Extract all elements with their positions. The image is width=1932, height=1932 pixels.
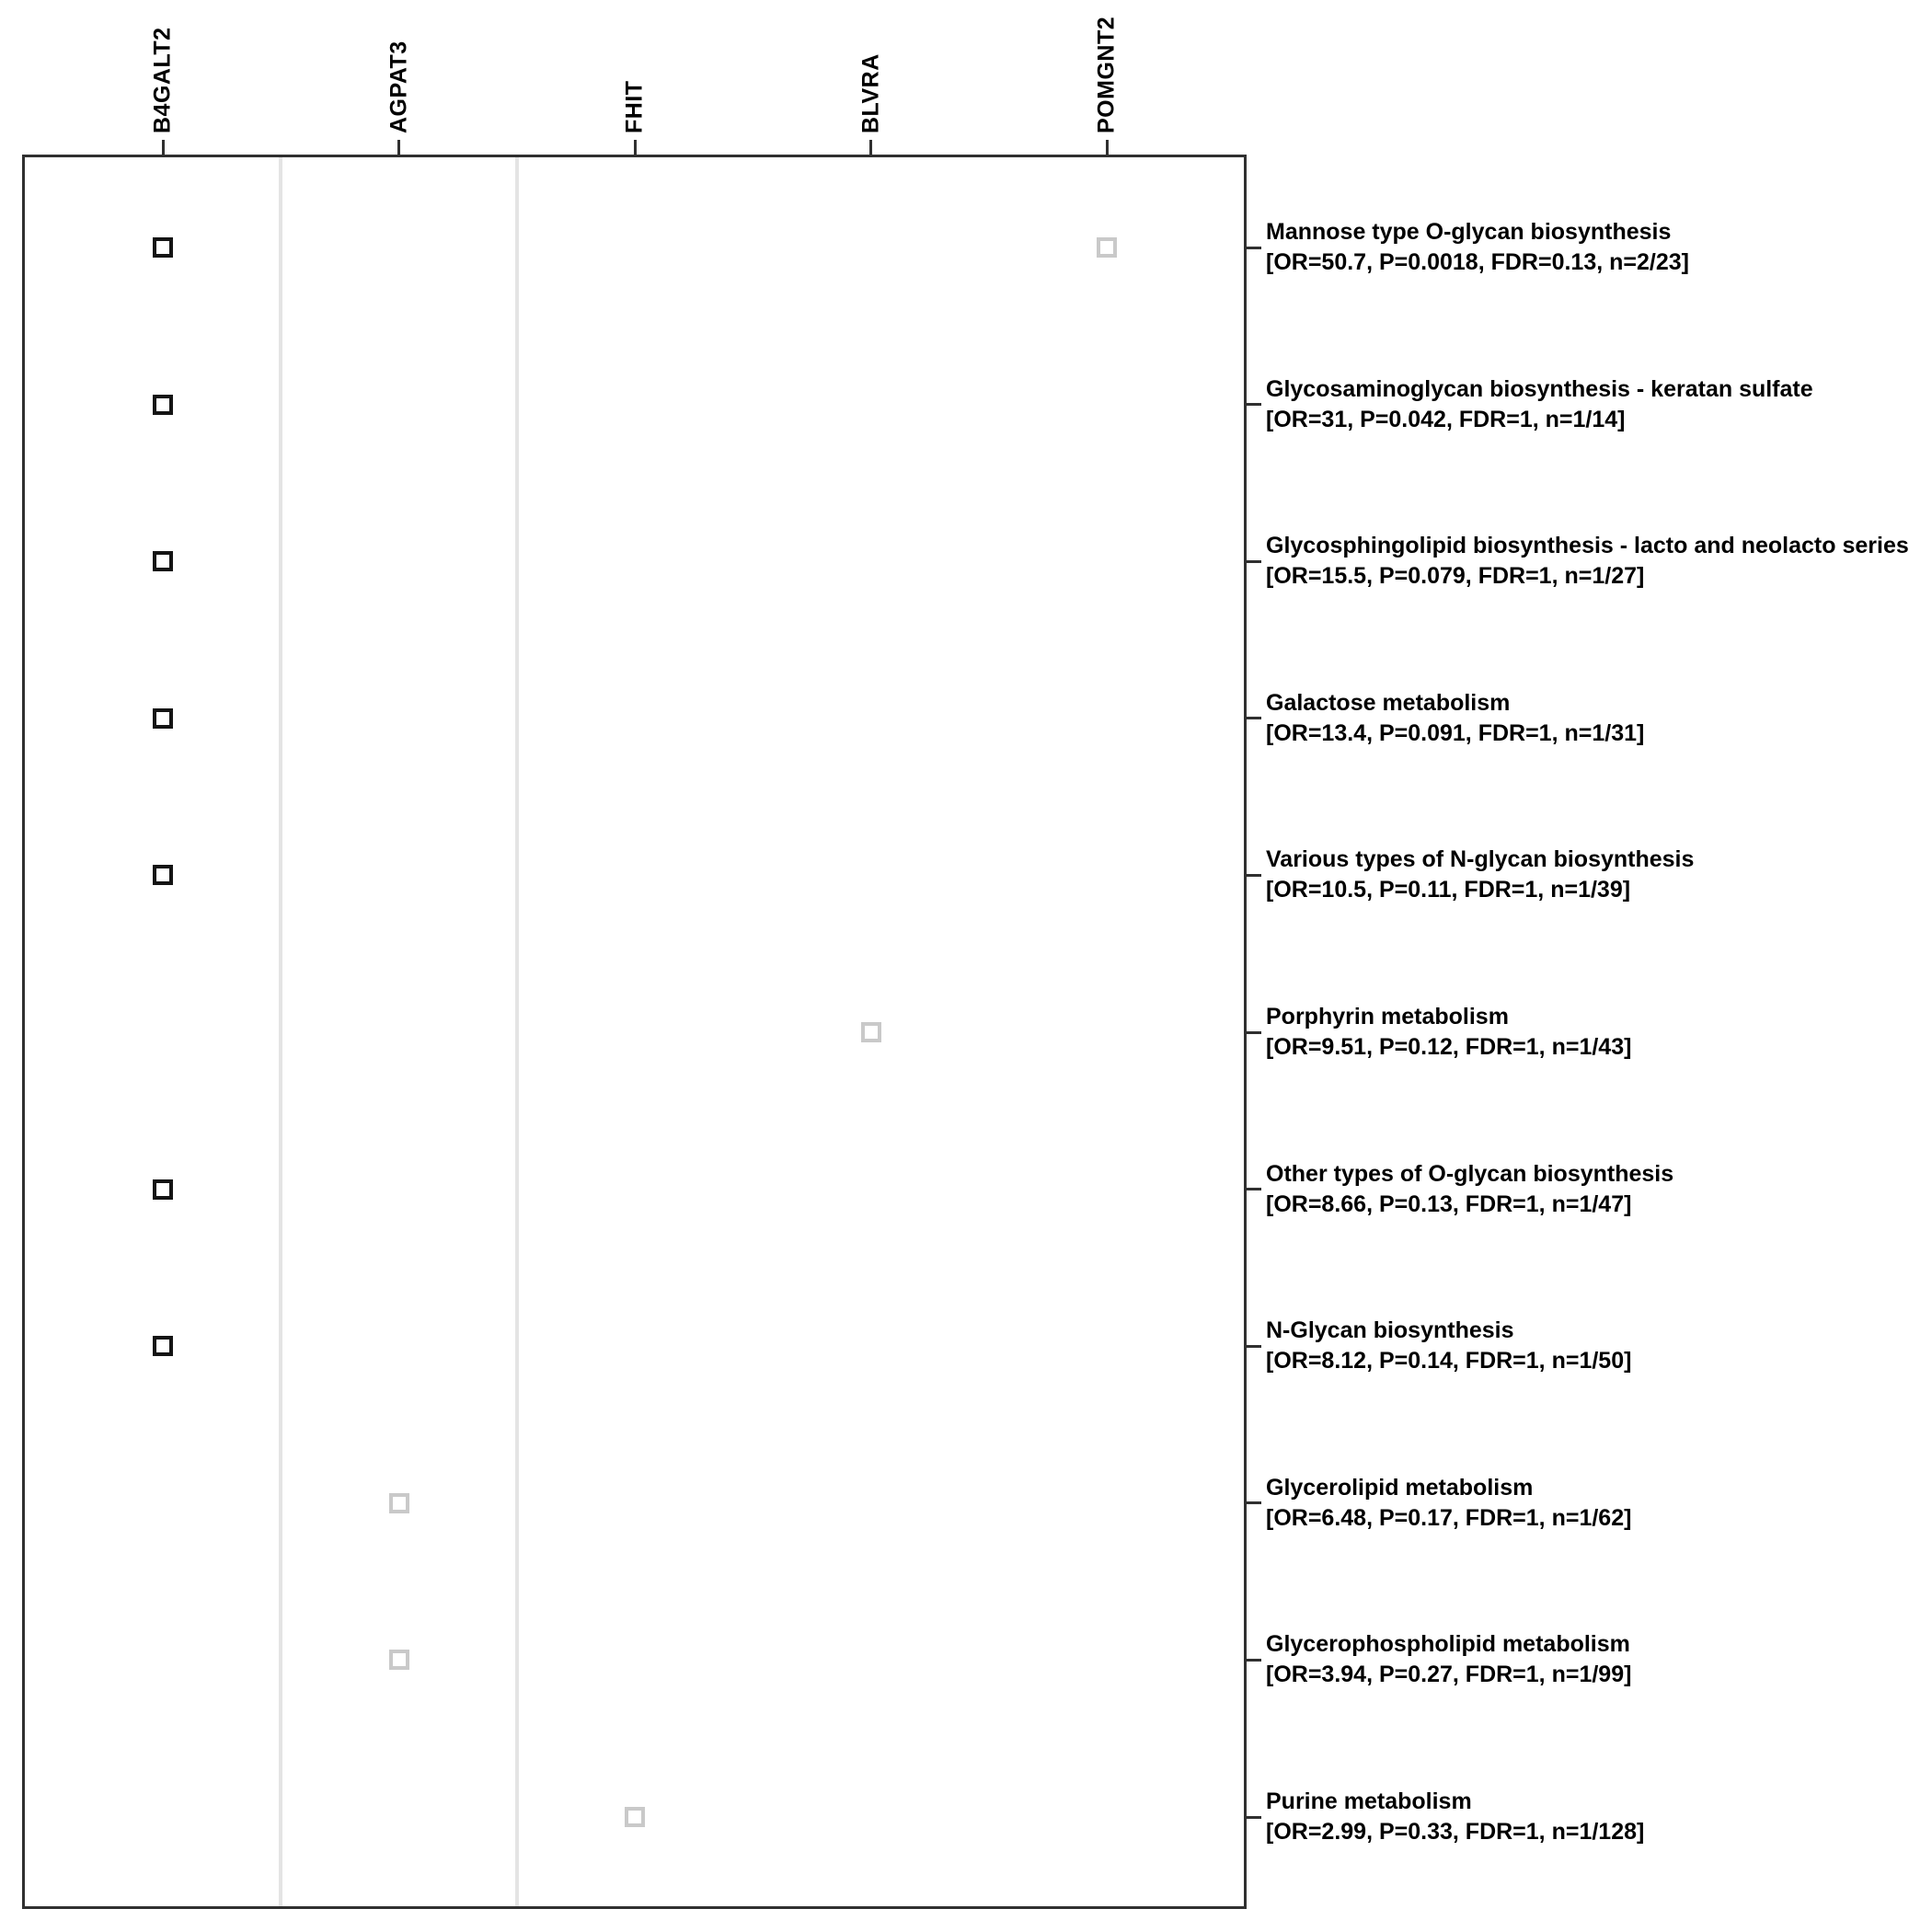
gene-name-label: AGPAT3 <box>385 40 411 133</box>
row-label <box>1266 1002 1631 1063</box>
gene-name-label: BLVRA <box>857 53 883 133</box>
pathway-name: Purine metabolism <box>1266 1788 1472 1814</box>
pathway-name: Glycerophospholipid metabolism <box>1266 1631 1630 1658</box>
row-label <box>1266 688 1644 749</box>
row-label <box>1266 1159 1673 1220</box>
pathway-name: Glycosaminoglycan biosynthesis - keratan sulfate <box>1266 375 1813 402</box>
membership-marker-b4galt2 <box>153 1179 173 1200</box>
membership-marker-pomgnt2 <box>1097 237 1117 258</box>
pathway-name: Galactose metabolism <box>1266 689 1511 716</box>
column-tick <box>869 140 872 155</box>
pathway-name: N-Glycan biosynthesis <box>1266 1317 1514 1344</box>
row-tick <box>1247 1345 1261 1348</box>
pathway-stats: [OR=9.51, P=0.12, FDR=1, n=1/43] <box>1266 1034 1632 1060</box>
column-tick <box>1106 140 1109 155</box>
membership-marker-b4galt2 <box>153 237 173 258</box>
pathway-stats: [OR=8.12, P=0.14, FDR=1, n=1/50] <box>1266 1348 1632 1374</box>
pathway-name: Various types of N-glycan biosynthesis <box>1266 846 1695 873</box>
membership-marker-b4galt2 <box>153 708 173 729</box>
row-tick <box>1247 247 1261 249</box>
column-label-blvra <box>857 53 884 133</box>
membership-marker-fhit <box>625 1807 645 1827</box>
plot-area <box>22 155 1247 1909</box>
column-label-fhit <box>622 80 649 133</box>
column-tick <box>162 140 165 155</box>
membership-marker-b4galt2 <box>153 551 173 571</box>
column-label-b4galt2 <box>150 27 177 133</box>
pathway-name: Porphyrin metabolism <box>1266 1004 1509 1029</box>
membership-marker-b4galt2 <box>153 1336 173 1356</box>
row-tick <box>1247 1501 1261 1504</box>
row-tick <box>1247 1816 1261 1819</box>
pathway-stats: [OR=6.48, P=0.17, FDR=1, n=1/62] <box>1266 1504 1632 1531</box>
row-label <box>1266 1787 1644 1847</box>
row-label <box>1266 374 1813 435</box>
row-tick <box>1247 403 1261 406</box>
row-tick <box>1247 1031 1261 1034</box>
row-label <box>1266 1473 1631 1534</box>
pathway-name: Glycosphingolipid biosynthesis - lacto and neolacto series <box>1266 533 1909 559</box>
pathway-stats: [OR=15.5, P=0.079, FDR=1, n=1/27] <box>1266 563 1645 590</box>
pathway-stats: [OR=50.7, P=0.0018, FDR=0.13, n=2/23] <box>1266 249 1689 275</box>
pathway-stats: [OR=13.4, P=0.091, FDR=1, n=1/31] <box>1266 719 1645 746</box>
row-label <box>1266 1629 1631 1690</box>
row-tick <box>1247 717 1261 719</box>
row-label <box>1266 531 1909 592</box>
membership-marker-agpat3 <box>389 1650 409 1670</box>
pathway-name: Other types of O-glycan biosynthesis <box>1266 1160 1674 1187</box>
pathway-stats: [OR=31, P=0.042, FDR=1, n=1/14] <box>1266 406 1626 432</box>
row-label <box>1266 1316 1631 1376</box>
gene-name-label: FHIT <box>621 80 648 133</box>
pathway-name: Glycerolipid metabolism <box>1266 1474 1534 1501</box>
column-label-agpat3 <box>385 40 412 133</box>
pathway-name: Mannose type O-glycan biosynthesis <box>1266 219 1672 245</box>
row-tick <box>1247 1659 1261 1662</box>
column-separator-line <box>515 157 519 1906</box>
row-label <box>1266 217 1689 278</box>
row-tick <box>1247 560 1261 563</box>
membership-marker-blvra <box>861 1022 881 1042</box>
column-label-pomgnt2 <box>1094 17 1121 133</box>
row-label <box>1266 845 1694 905</box>
pathway-stats: [OR=10.5, P=0.11, FDR=1, n=1/39] <box>1266 877 1631 903</box>
gene-name-label: POMGNT2 <box>1093 16 1120 133</box>
pathway-stats: [OR=8.66, P=0.13, FDR=1, n=1/47] <box>1266 1190 1632 1217</box>
pathway-stats: [OR=2.99, P=0.33, FDR=1, n=1/128] <box>1266 1819 1645 1845</box>
column-tick <box>397 140 400 155</box>
gene-name-label: B4GALT2 <box>149 27 176 133</box>
membership-marker-b4galt2 <box>153 395 173 415</box>
column-separator-line <box>279 157 282 1906</box>
row-tick <box>1247 874 1261 877</box>
membership-marker-b4galt2 <box>153 865 173 885</box>
pathway-stats: [OR=3.94, P=0.27, FDR=1, n=1/99] <box>1266 1662 1632 1688</box>
column-tick <box>634 140 637 155</box>
row-tick <box>1247 1188 1261 1190</box>
membership-marker-agpat3 <box>389 1493 409 1513</box>
